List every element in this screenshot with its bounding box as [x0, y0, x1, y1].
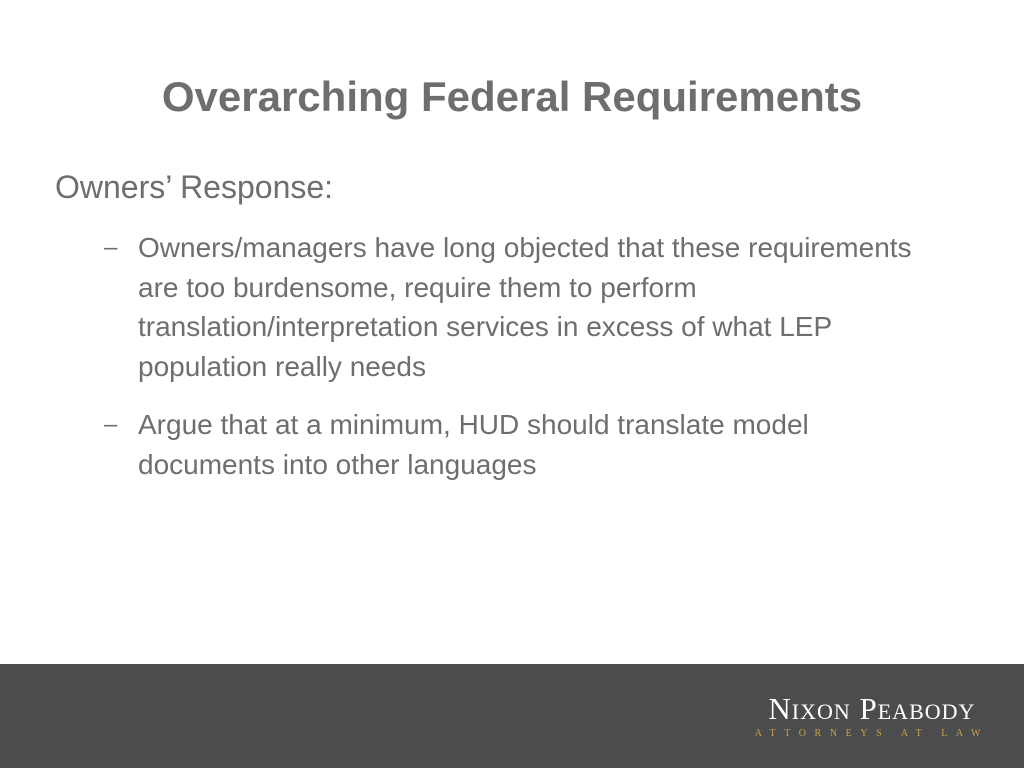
sub-bullet-item	[104, 405, 934, 484]
dash-bullet-icon: –	[104, 411, 118, 438]
footer-bar	[0, 664, 1024, 768]
sub-bullet-item	[104, 228, 934, 386]
logo-tagline: ATTORNEYS AT LAW	[754, 728, 989, 739]
sub-bullet-text: Owners/managers have long objected that these requirements are too burdensome, require them to perform translation/interpretation services in excess of what LEP population really needs	[138, 232, 912, 382]
dash-bullet-icon: –	[104, 234, 118, 261]
logo-name: Nixon Peabody	[768, 691, 976, 726]
sub-bullet-list	[104, 228, 934, 503]
slide-title: Overarching Federal Requirements	[161, 73, 863, 120]
sub-bullet-text: Argue that at a minimum, HUD should translate model documents into other languages	[138, 409, 809, 480]
main-point: Owners’ Response:	[55, 169, 334, 205]
company-logo	[754, 691, 989, 739]
